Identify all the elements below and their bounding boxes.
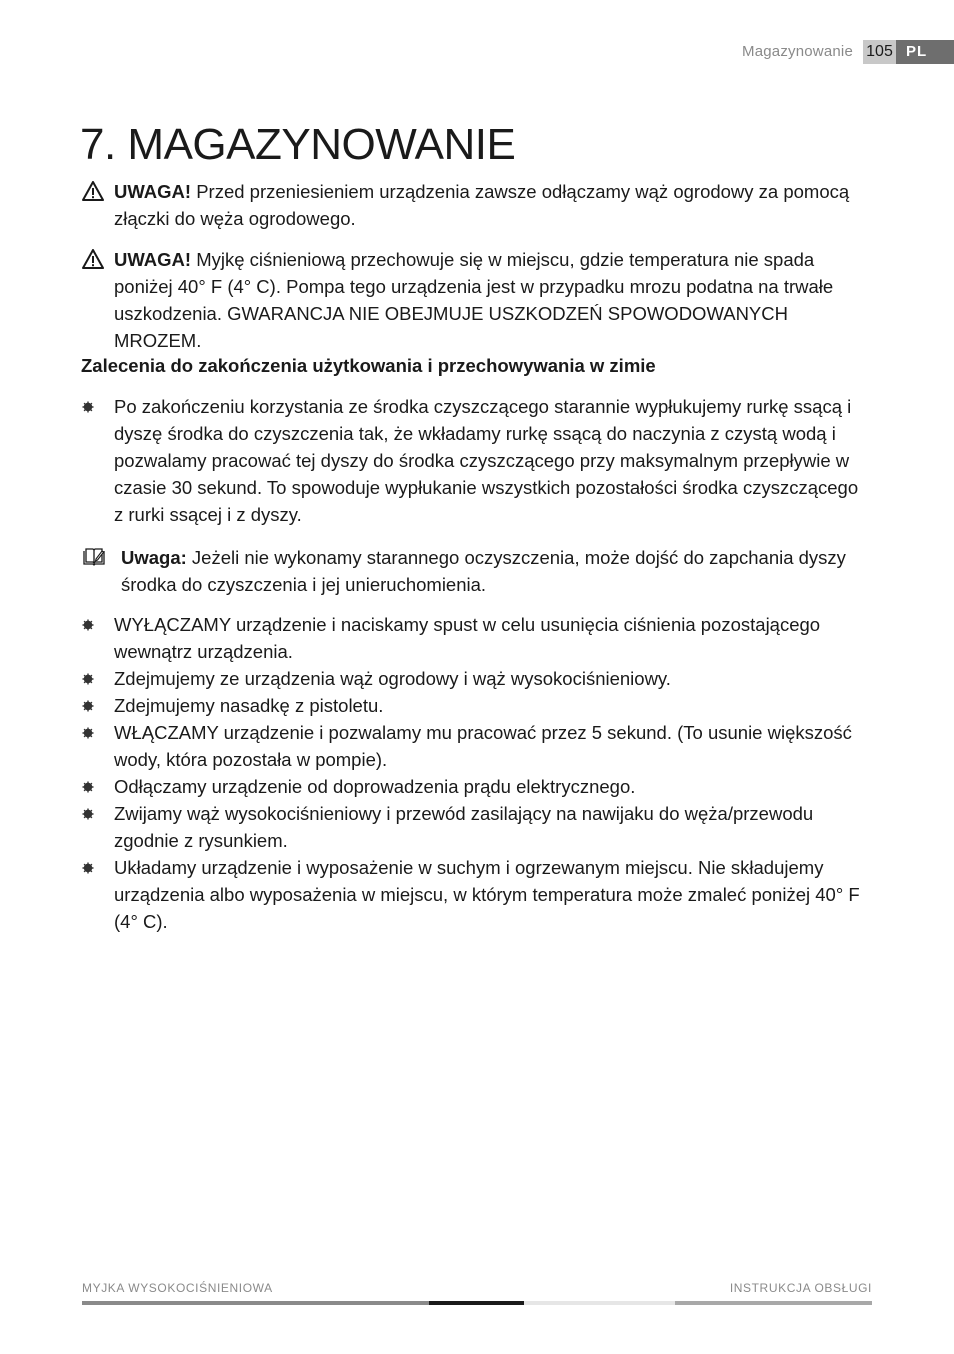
list-item-text: Zwijamy wąż wysokociśnieniowy i przewód zasilający na nawijaku do węża/przewodu zgodnie z rysunkiem.: [114, 803, 814, 851]
warning-icon: [82, 181, 104, 201]
page-number: 105: [863, 40, 896, 64]
bullet-icon: [82, 727, 94, 739]
list-item: [82, 800, 872, 854]
bullet-icon: [82, 808, 94, 820]
list-item: [82, 773, 872, 800]
list-item: [82, 854, 872, 935]
bullet-icon: [82, 619, 94, 631]
list-item-text: Zdejmujemy ze urządzenia wąż ogrodowy i wąż wysokociśnieniowy.: [114, 668, 671, 689]
bullet-icon: [82, 781, 94, 793]
list-item-text: WYŁĄCZAMY urządzenie i naciskamy spust w celu usunięcia ciśnienia pozostającego wewnątrz urządzenia.: [114, 614, 821, 662]
warning-block-2: [82, 246, 872, 354]
note-text: Jeżeli nie wykonamy starannego oczyszczenia, może dojść do zapchania dyszy środka do czyszczenia i jej unieruchomienia.: [121, 547, 846, 595]
footer-divider: [82, 1301, 872, 1305]
list-item-text: Odłączamy urządzenie od doprowadzenia prądu elektrycznego.: [114, 776, 636, 797]
bullet-icon: [82, 700, 94, 712]
list-item-text: Po zakończeniu korzystania ze środka czyszczącego starannie wypłukujemy rurkę ssącą i dyszę środka do czyszczenia tak, że wkładamy rurkę ssącą do naczynia z czystą wodą i pozwalamy pracować tej dyszy do środka czyszczącego przy maksymalnym przepływie w czasie 30 sekund. To spowoduje wypłukanie wszystkich pozostałości środka czyszczącego z rurki ssącej i z dyszy.: [114, 396, 859, 525]
list-item-text: Zdejmujemy nasadkę z pistoletu.: [114, 695, 384, 716]
list-item: [82, 692, 872, 719]
warning-icon: [82, 249, 104, 269]
page-title: 7. MAGAZYNOWANIE: [80, 120, 516, 169]
section-subheading: Zalecenia do zakończenia użytkowania i przechowywania w zimie: [81, 355, 656, 376]
list-item: [82, 665, 872, 692]
warning-label: UWAGA!: [114, 249, 192, 270]
footer-document-type: INSTRUKCJA OBSŁUGI: [729, 1281, 872, 1295]
note-book-icon: [82, 547, 106, 567]
language-tab: PL: [896, 40, 954, 64]
warning-label: UWAGA!: [114, 181, 192, 202]
storage-steps-list: [82, 611, 872, 935]
warning-block-1: [82, 178, 872, 232]
list-item: [82, 611, 872, 665]
bullet-icon: [82, 673, 94, 685]
footer-product-name: MYJKA WYSOKOCIŚNIENIOWA: [82, 1281, 273, 1295]
warning-text: Myjkę ciśnieniową przechowuje się w miejscu, gdzie temperatura nie spada poniżej 40° F (4° C). Pompa tego urządzenia jest w przypadku mrozu podatna na trwałe uszkodzenia. GWARANCJA NIE OBEJMUJE USZKODZEŃ SPOWODOWANYCH MROZEM.: [114, 249, 834, 351]
warning-text: Przed przeniesieniem urządzenia zawsze odłączamy wąż ogrodowy za pomocą złączki do węża ogrodowego.: [114, 181, 850, 229]
bullet-icon: [82, 401, 94, 413]
header-section-title: Magazynowanie: [742, 43, 853, 60]
note-label: Uwaga:: [121, 547, 187, 568]
note-block: [82, 544, 872, 598]
list-item-text: Układamy urządzenie i wyposażenie w suchym i ogrzewanym miejscu. Nie składujemy urządzenia albo wyposażenia w miejscu, w którym temperatura może zmaleć poniżej 40° F (4° C).: [114, 857, 860, 932]
bullet-icon: [82, 862, 94, 874]
list-item: [82, 393, 872, 528]
list-item-text: WŁĄCZAMY urządzenie i pozwalamy mu pracować przez 5 sekund. (To usunie większość wody, która pozostała w pompie).: [114, 722, 852, 770]
list-item: [82, 719, 872, 773]
